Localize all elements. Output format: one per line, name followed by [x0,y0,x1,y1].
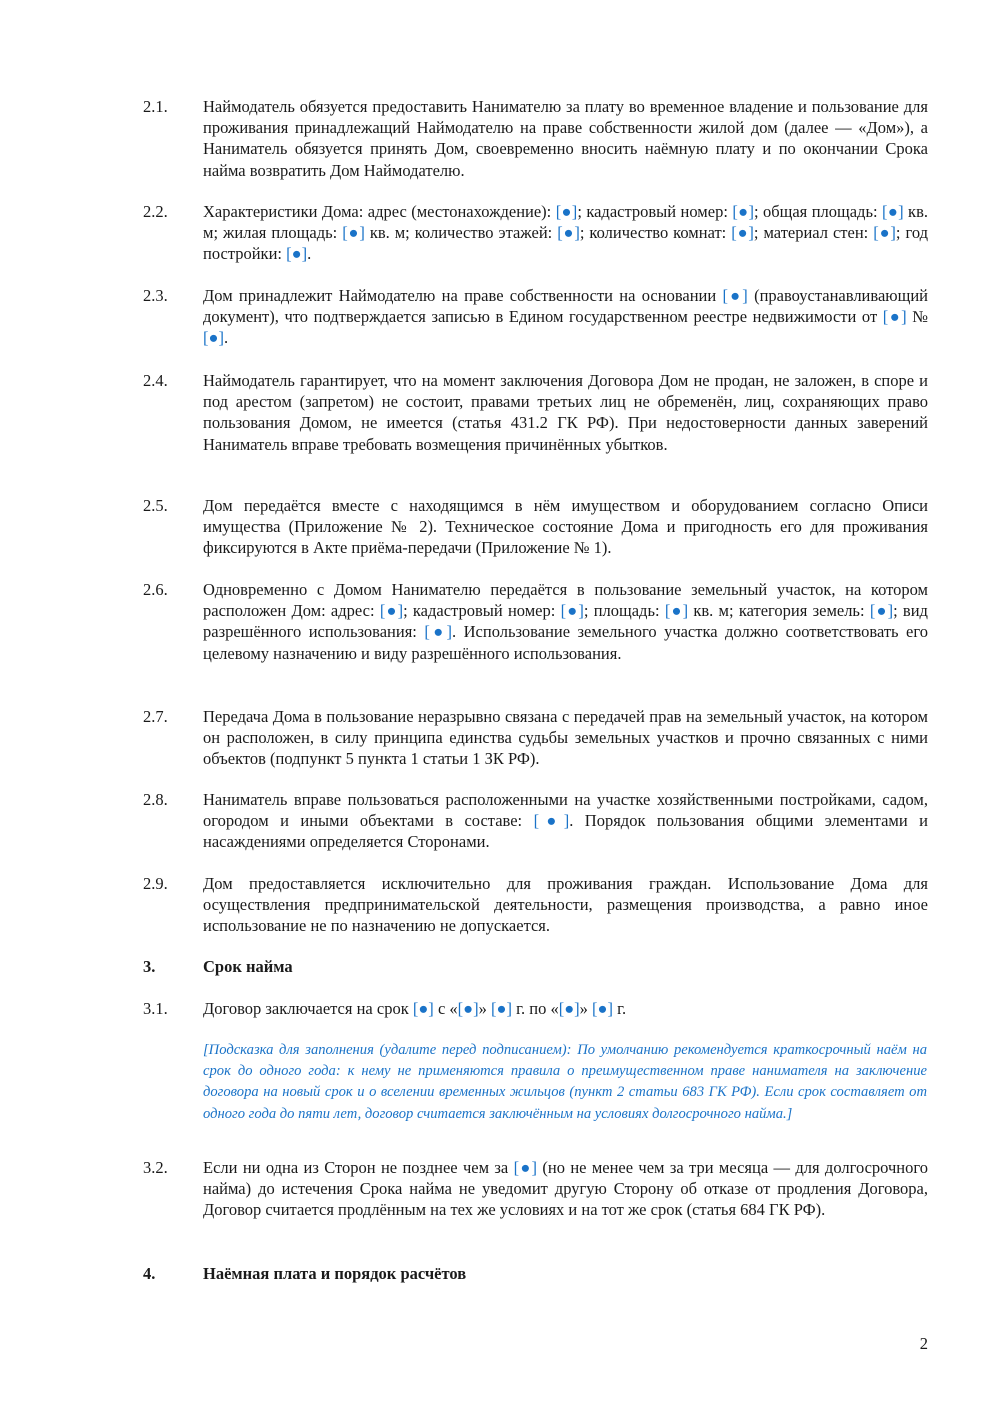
clause [143,706,928,770]
heading-text [203,956,928,977]
text-run: Передача Дома в пользование неразрывно связана с передачей прав на земельный участок, на котором он расположен, в силу принципа единства судьбы земельных участков и прочно связанных с ними объектов (подпункт 5 пункта 1 статьи 1 ЗК РФ). [203,707,928,769]
placeholder-field[interactable]: [●] [533,811,570,831]
clause-text [203,495,928,559]
clause [143,285,928,349]
placeholder-field[interactable]: [●] [882,307,907,327]
placeholder-field[interactable]: [●] [873,223,896,243]
text-run: ; год постройки: [203,223,928,264]
clause-number: 2.4. [143,371,168,390]
clause-number: 4. [143,1264,156,1283]
text-run: » [478,999,491,1018]
placeholder-field[interactable]: [●] [592,999,614,1018]
clause-number: 2.2. [143,202,168,221]
clause-number: 2.5. [143,496,168,515]
clause-number: 2.1. [143,97,168,116]
clause-text [203,998,928,1019]
text-run: ; материал стен: [753,223,874,243]
placeholder-field[interactable]: [●] [664,601,689,621]
text-run: . [307,244,312,264]
clause-text [203,706,928,770]
clause [143,579,928,664]
text-run: . Порядок пользования общими элементами и насаждениями определяется Сторонами. [203,811,928,852]
clause-text [203,285,928,349]
clause [143,873,928,937]
placeholder-field[interactable]: [●] [412,999,434,1018]
placeholder-field[interactable]: [●] [490,999,512,1018]
placeholder-field[interactable]: [●] [203,328,224,348]
clause-number: 3. [143,957,156,976]
clause-text [203,201,928,265]
text-run: Наниматель вправе пользоваться расположенными на участке хозяйственными постройками, садом, огородом и иными объектами в составе: [203,790,928,831]
text-run: кв. м; категория земель: [688,601,870,621]
text-run: Дом передаётся вместе с находящимся в нём имуществом и оборудованием согласно Описи имущества (Приложение № 2). Техническое состояние Дома и пригодность его для проживания фиксируются в Акте приёма-передачи (Приложение № 1). [203,496,928,558]
placeholder-field[interactable]: [●] [732,202,754,221]
text-run: (но не менее чем за три месяца — для долгосрочного найма) до истечения Срока найма не уведомит другую Сторону об отказе от продления Договора, Договор считается продлённым на тех же условиях и на тот же срок (статья 684 ГК РФ). [203,1158,928,1220]
fill-hint: [Подсказка для заполнения (удалите перед подписанием): По умолчанию рекомендуется краткосрочный наём на срок до одного года: к нему не применяются правила о преимущественном праве нанимателя на заключение договора на новый срок и о вселении временных жильцов (пункт 2 статьи 683 ГК РФ). Если срок составляет от одного года до пяти лет, договор считается заключённым на условиях долгосрочного найма.] [203,1042,927,1122]
text-run: Срок найма [203,957,293,976]
text-run: ; площадь: [583,601,665,621]
text-run: Наймодатель обязуется предоставить Нанимателю за плату во временное владение и пользование для проживания принадлежащий Наймодателю на праве собственности жилой дом (далее — «Дом»), а Наниматель обязуется принять Дом, своевременно вносить наёмную плату и по окончании Срока найма возвратить Дом Наймодателю. [203,97,928,180]
text-run: Договор заключается на срок [203,999,413,1018]
text-run: . [223,328,229,348]
clause-number: 2.3. [143,286,168,305]
text-run: (правоустанавливающий документ), что подтверждается записью в Едином государственном реестре недвижимости от [203,286,928,327]
text-run: № [906,307,928,327]
text-run: ; вид разрешённого использования: [203,601,928,642]
clause [143,96,928,181]
clause [143,789,928,853]
clause-text [203,873,928,937]
clause-number: 2.8. [143,790,168,809]
text-run: Наёмная плата и порядок расчётов [203,1264,467,1283]
placeholder-field[interactable]: [●] [342,223,365,243]
clause [143,495,928,559]
placeholder-field[interactable]: [●] [555,202,578,221]
placeholder-field[interactable]: [●] [869,601,894,621]
text-run: кв. м; количество этажей: [364,223,558,243]
clause-text [203,96,928,181]
clause-text [203,789,928,853]
placeholder-field[interactable]: [●] [558,999,580,1018]
placeholder-field[interactable]: [●] [560,601,584,621]
text-run: Дом принадлежит Наймодателю на праве собственности на основании [203,286,723,305]
text-run: Наймодатель гарантирует, что на момент заключения Договора Дом не продан, не заложен, в споре и под арестом (запретом) не состоит, правами третьих лиц не обременён, лиц, сохраняющих право пользования Домом, не имеется (статья 431.2 ГК РФ). При недостоверности данных заверений Наниматель вправе требовать возмещения причинённых убытков. [203,371,928,454]
text-run: Если ни одна из Сторон не позднее чем за [203,1158,514,1177]
text-run: г. по « [511,999,559,1018]
clause [143,1157,928,1221]
placeholder-field[interactable]: [●] [379,601,404,621]
clause-number: 2.9. [143,874,168,893]
section-heading [143,1263,928,1284]
clause-number: 3.1. [143,999,168,1018]
text-run: Характеристики Дома: адрес (местонахождение): [203,202,556,221]
clause-number: 2.7. [143,707,168,726]
section-heading [143,956,928,977]
text-run: Дом предоставляется исключительно для проживания граждан. Использование Дома для осуществления предпринимательской деятельности, размещения производства, а равно иное использование не по назначению не допускается. [203,874,928,936]
placeholder-field[interactable]: [●] [424,622,453,642]
text-run: » [579,999,593,1018]
clause-number: 2.6. [143,580,168,599]
heading-text [203,1263,928,1284]
placeholder-field[interactable]: [●] [882,202,904,221]
text-run: г. [613,999,627,1018]
clause [143,370,928,455]
text-run: с « [433,999,458,1018]
text-run: Одновременно с Домом Нанимателю передаётся в пользование земельный участок, на котором расположен Дом: адрес: [203,580,928,621]
clause-text [203,370,928,455]
page-number: 2 [919,1334,928,1353]
placeholder-field[interactable]: [●] [457,999,479,1018]
text-run: ; количество комнат: [579,223,732,243]
text-run: ; общая площадь: [753,202,882,221]
text-run: ; кадастровый номер: [577,202,733,221]
clause-number: 3.2. [143,1158,168,1177]
text-run: ; кадастровый номер: [403,601,561,621]
placeholder-field[interactable]: [●] [557,223,580,243]
text-run: кв. м; жилая площадь: [203,202,928,243]
text-run: . Использование земельного участка должно соответствовать его целевому назначению и виду разрешённого использования. [203,622,928,663]
clause-text [203,1157,928,1221]
clause [143,201,928,265]
placeholder-field[interactable]: [●] [513,1158,538,1177]
placeholder-field[interactable]: [●] [722,286,748,305]
placeholder-field[interactable]: [●] [731,223,754,243]
placeholder-field[interactable]: [●] [286,244,308,264]
clause [143,998,928,1019]
clause-text [203,579,928,664]
